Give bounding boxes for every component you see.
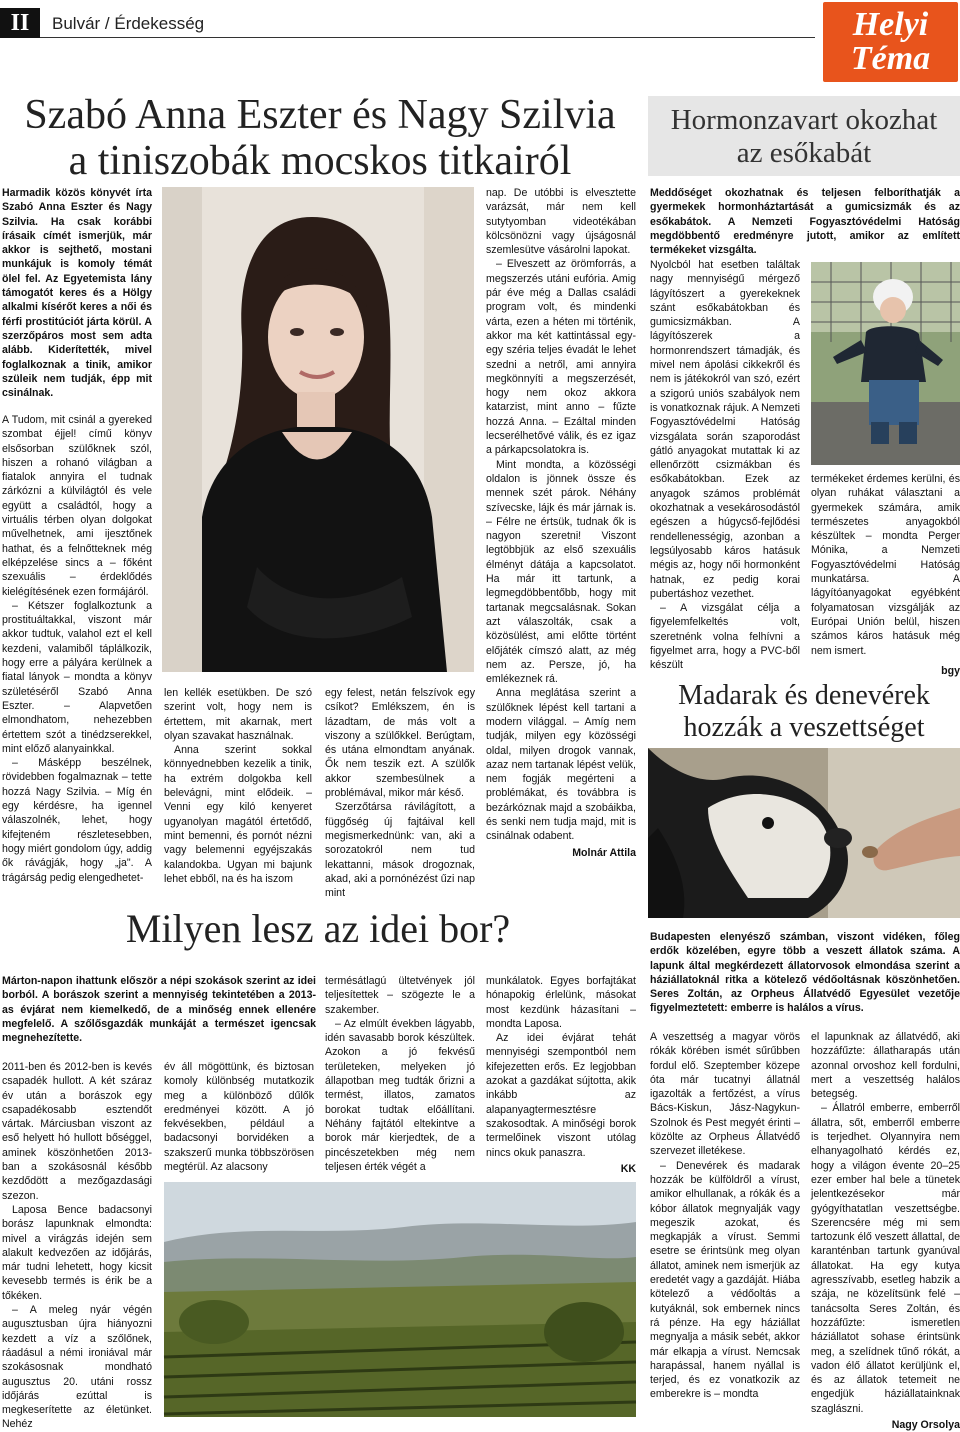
article1-col4-p3: Mint mondta, a közösségi oldalon is jönnek össze és mennek szét párok. Néhány szívecske, lájk és már járnak is. – Félre ne értsük, tudnak ők is nagyon szeretni! Viszont legtöbbjük az első szexuális élményt dátája a kapcsolatot. Ha már itt tartunk, a legmegdöbbentőbb, hogy mit tartanak megcsalásnak. Sokan azt válaszolták, csak a közösülést, ami előtte történt előjáték címszó alatt, az még nem az. Persze, jó, ha emlékeznek rá. [486,458,636,686]
vineyard-photo [164,1182,636,1417]
article1-col4 [486,186,636,860]
article2-col1 [2,1060,152,1432]
article2-col2-p1: év áll mögöttünk, és biztosan komoly különbség mutatkozik meg a különböző dűlők eredményei között. A jó fekvésekben, például a badacsonyi borvidéken a szakszerű munka többszörösen megtérül. Az alacsony [164,1061,314,1174]
sidebar2-title-line1: Madarak és denevérek [678,680,930,711]
article1-col2 [164,686,312,886]
article1-title-line2: a tiniszobák mocskos titkairól [68,138,572,184]
sidebar2-colB-p1: el lapunknak az állatvédő, aki hozzáfűzte: állatharapás után azonnal orvoshoz kell fordulni, mert a veszettség halálos betegség. [811,1031,960,1101]
portrait-illustration [162,187,474,672]
header-rule [40,37,815,38]
article1-col2-p1: len kellék esetükben. De szó szerint volt, hogy nem is értettem, mit akarnak, mert olyan szavakat használnak. [164,687,312,742]
sidebar1-title [648,96,960,170]
article1-col1-p2: – Kétszer foglalkoztunk a prostituáltakkal, viszont már akkor tudtuk, valahol ezt el kell kezdeni, valamiből táplálkozik, hogy erre a pályára kerülnek a fiatal lányok – mondta a könyv születéséről Szabó Anna Eszter. – Alapvetően elmondhatom, nehezebben értettem szót a tinédzserekkel, mint előző alanyainkkal. [2,599,152,755]
article2-col4 [486,974,636,1176]
sidebar1-signature: bgy [941,664,960,677]
article2-col3 [325,974,475,1174]
child-illustration [811,262,960,465]
article2-col3-p1: termésátlagú ültetvények jól teljesítettek – szögezte le a szakember. [325,975,475,1016]
sidebar2-signature: Nagy Orsolya [891,1419,960,1432]
sidebar2-colB-p2: – Állatról emberre, emberről állatra, sőt, emberről emberre is terjedhet. Olyannyira nem elhanyagolható kérdés ez, hogy a világon évente 20–25 ezer ember hal bele a tünetek jelentkezésekor már gyógyíthatatlan veszettségbe. Szerencsére még mi sem tartozunk élő veszett állattal, de karanténban tartunk gyanúval állatokat. Ha egy kutya agresszívabb, esetleg habzik a szája, ne közelítsünk felé – tanácsolta Seres Zoltán, és hozzáfűzte: ismeretlen háziállatot sohase érintsünk meg, a szelídnek tűnő rókát, a vadon élő állatot kerüljünk el, és az állatok tetemeit ne engedjük háziállatainknak szaglászni. [811,1102,960,1415]
article2-col2 [164,1060,314,1174]
article1-col1-p3: – Másképp beszélnek, rövidebben fogalmaznak – tette hozzá Nagy Szilvia. – Míg én egy kérdésre, ha igennel válaszolnék, lehet, hogy kifejteném részletesebben, hogy miért gondolom úgy, addig ők rávágják, hogy „ja". A trágárság pedig elengedhetet- [2,757,152,884]
article1-col4-p1: nap. De utóbbi is elvesztette varázsát, már nem kell sutytyomban videotékában kölcsönözni vagy újságosnál szemlesütve vásárolni lapokat. [486,187,636,257]
sidebar2-title-line2: hozzák a veszettséget [683,712,925,743]
sidebar1-title-line1: Hormonzavart okozhat [670,104,938,136]
sidebar2-colA [650,1030,800,1402]
article1-col4-p4: Anna meglátása szerint a szülőknek lépést kell tartani a modern világgal. – Amíg nem tudják, milyen egy közösségi oldal, milyen drogok vannak, azaz nem tartanak lépést velük, nem fogják megérteni a problémákat, és továbbra is bezárkóznak majd a szobáikba, és senki nem tudja majd, mit is csinálnak odabent. [486,687,636,843]
article1-title [0,92,640,184]
article1-col3 [325,686,475,900]
badge-line2: Téma [850,40,931,77]
sidebar1-colA [650,258,800,673]
dog-illustration [648,748,960,918]
article2-col1-p3: – A meleg nyár végén augusztusban újra hiányozni kezdett a víz a szőlőnek, ráadásul a némi ironiával már szokásosnak mondható augusztus 20. utáni rossz időjárás ezúttal is megkeserítette az életünket. Nehéz [2,1304,152,1431]
child-photo [811,262,960,465]
article1-col4-p2: – Elveszett az örömforrás, a megszerzés utáni eufória. Amig pár éve még a Dallas családi program volt, és mindenki várta, ezen a héten mi történik, akkor ma két kattintással egy-egy széria teljes évadát le lehet szedni a netről, ami annyira megkönnyíti a megszerzését, hogy nem okoz akkora katarzist, mint anno – fűzte hozzá Anna. – Ezáltal minden lecserélhetővé válik, és ez igaz a párkapcsolatokra is. [486,258,636,457]
helyi-tema-badge [823,2,958,82]
section-label: Bulvár / Érdekesség [52,14,205,33]
article2-signature: KK [620,1162,636,1175]
page-number: II [0,8,40,38]
article1-lead: Harmadik közös könyvét írta Szabó Anna Eszter és Nagy Szilvia. Ha csak korábbi írásaik címét ismerjük, már akkor is sejthető, mostani munkájuk is komoly témát ölel fel. Az Egyetemista lány támogatót keres és a Hölgy alkalmi kísérőt keres a női és férfi prostitúciót járta körül. A szerzőpáros most sem adta alább. Kiderítették, mivel foglalkoznak a tinik, amikor szüleik nem tudják, épp mit csinálnak. [2,187,152,400]
sidebar1-title-line2: az esőkabát [736,137,872,169]
article1-title-line1: Szabó Anna Eszter és Nagy Szilvia [24,92,616,138]
dog-photo [648,748,960,918]
sidebar1-colB-p1: termékeket érdemes kerülni, és olyan ruhákat választani a gyermekek számára, amik természetes anyagokból készültek – mondta Perger Mónika, a Nemzeti Fogyasztóvédelmi Hatóság munkatársa. A lágyítóanyagokat egyébként folyamatosan vizsgálják az Európai Unión belül, hiszen számos káros hatásuk még nem ismert. [811,473,960,657]
article2-col4-p2: Az idei évjárat tehát mennyiségi szempontból nem kifejezetten erős. Ez legjobban azokat a gazdákat sújtotta, akik inkább az alapanyagtermesztésre szakosodtak. A minőségi borok termelőinek viszont utólag nincs okuk panaszra. [486,1032,636,1159]
sidebar1-lead: Meddőséget okozhatnak és teljesen felboríthatják a gyermekek hormonháztartását a gumicsizmák és az esőkabátok. A Nemzeti Fogyasztóvédelmi Hatóság megdöbbentő eredményre jutott, amikor az említett termékeket vizsgálta. [650,187,960,257]
sidebar1-colA-p2: – A vizsgálat célja a figyelemfelkeltés volt, szeretnénk volna felhívni a figyelmet arra, hogy a PVC-ből készült [650,602,800,672]
sidebar1-colA-p1: Nyolcból hat esetben találtak nagy mennyiségű mérgező lágyítószert a gyerekeknek szánt esőkabátokban és gumicsizmákban. A lágyítószerek a hormonrendszert támadják, és mivel nem ápolási cikkekről és nem is játékokról van szó, ezért a szigorú uniós szabályok nem is vonatkoznak rájuk. A Nemzeti Fogyasztóvédelmi Hatóság vizsgálata során szaporodást gátló anyagokat mutattak ki az ellenőrzött csizmákban és esőkabátokban. Ezek az anyagok számos problémát okozhatnak a vesekárosodástól egészen a húgycső-fejlődési rendellenességig, azonban a legsúlyosabb káros hatásuk mégis az, hogy női hormonként hatnak, ez pedig korai pubertáshoz vezethet. [650,259,800,600]
article2-col4-p1: munkálatok. Egyes borfajtákat hónapokig érlelünk, másokat most kezdünk házasítani – mondta Laposa. [486,975,636,1030]
vineyard-illustration [164,1182,636,1417]
sidebar1-colB [811,472,960,678]
article2-col1-p1: 2011-ben és 2012-ben is kevés csapadék hullott. A két száraz év után a borászok egy csapadékosabb esztendőt vártak. Márciusban viszont az eső helyett hó hullott bőséggel, aminek köszönhetően 2013-ban a szokásosnál később kezdődött a mezőgazdasági szezon. [2,1061,152,1202]
sidebar2-title [648,680,960,744]
article1-signature: Molnár Attila [572,846,636,859]
article1-col3-p2: Szerzőtársa rávilágított, a függőség új fajtáival kell megismerkednünk: van, aki a sorozatokról nem tud lekattanni, mások drogoznak, akad, aki a pornónézést űzi nap mint [325,801,475,900]
article2-col1-p2: Laposa Bence badacsonyi borász lapunknak elmondta: mivel a virágzás idején sem alakult kedvezően az időjárás, már tudni lehetett, hogy kicsit kevesebb termés is érik be a tőkéken. [2,1203,152,1302]
sidebar1-title-box [648,96,960,176]
portrait-photo [162,187,474,672]
sidebar2-lead: Budapesten elenyésző számban, viszont vidéken, főleg erdők közelében, egyre több a veszett állatok száma. A lapunk által megkérdezett állatorvosok elmondása szerint a háziállatoknál ritka a kötelező védőoltásnak köszönhetően. Seres Zoltán, az Orpheus Állatvédő Egyesület vezetője figyelmeztetett: emberre is halálos a vírus. [650,931,960,1015]
sidebar2-colA-p1: A veszettség a magyar vörös rókák körében ismét sűrűbben fordul elő. Szeptember közepe óta már tucatnyi állatnál igazolták a fertőzést, a vírus Bács-Kiskun, Jász-Nagykun-Szolnok és Pest megyét érinti – közölte az Orpheus Állatvédő szervezet illetékese. [650,1031,800,1158]
article2-title: Milyen lesz az idei bor? [125,906,511,951]
badge-line1: Helyi [852,6,929,43]
sidebar2-colA-p2: – Denevérek és madarak hozzák be külföldről a vírust, amikor elhullanak, a rókák és a kóbor állatok megnyalják vagy megeszik azokat, és megkapják a vírust. Semmi esetre se érintsünk meg olyan állatot, aminek nem ismerjük az eredetét vagy a gazdáját. Hiába kötelező a védőoltás a kutyáknál, sok embernek nincs rá pénze. Ha egy háziállat megnyalja a másik sebét, akkor már elkapja a vírust. Nemcsak harapással, hanem nyállal is terjed, és ez vonatkozik az emberekre is – mondta [650,1159,800,1401]
article1-col3-p1: egy felest, netán felszívok egy csíkot? Emlékszem, én is lázadtam, de más volt a viszony a szülőkkel. Berúgtam, és utána elmondtam anyának. Ők nem teszik ezt. A szülők akkor szembesülnek a problémával, mikor már késő. [325,687,475,800]
article2-lead: Márton-napon ihattunk először a népi szokások szerint az idei borból. A borászok szerint a mennyiség tekintetében a 2013-as évjárat nem kiemelkedő, de a minőség ennek ellenére megfelelő. A szőlősgazdák munkáját a természet igencsak megnehezítette. [2,975,316,1045]
article1-col1-p1: A Tudom, mit csinál a gyereked szombat éjjel! című könyv elsősorban szülőknek szól, hiszen a rohanó világban a fiatalok annyira el tudnak zárkózni a külvilágtól és vele együtt a családtól, hogy a virtuális térben olyan dolgokat művelhetnek, ami ijesztőnek hathat, és a felnőtteknek még elképzelése sincs a – főként szexuális – érdeklődés kielégítésének ezen formájáról. [2,414,152,598]
sidebar2-colB [811,1030,960,1432]
article1-col2-p2: Anna szerint sokkal könnyednebben kezelik a tinik, ha extrém dolgokba kell belevágni, mint elődeik. – Venni egy kiló kenyeret ugyanolyan magától értetődő, mint bemenni, és pornót nézni vagy belemenni egyéjszakás kalandokba. Ugyan mi bajunk lehet ebből, na és ha iszom [164,744,312,885]
article2-col3-p2: – Az elmúlt években lágyabb, idén savasabb borok készültek. Azokon a jó fekvésű területeken, melyeken jó állapotban meg tudták őrizni a termést, illatos, zamatos borokat tudtak előállítani. Néhány fajtától eltekintve a borok már kierjedtek, de a pincészetekben még nem teljesen érték végét a [325,1017,475,1173]
article1-col1 [2,413,152,885]
